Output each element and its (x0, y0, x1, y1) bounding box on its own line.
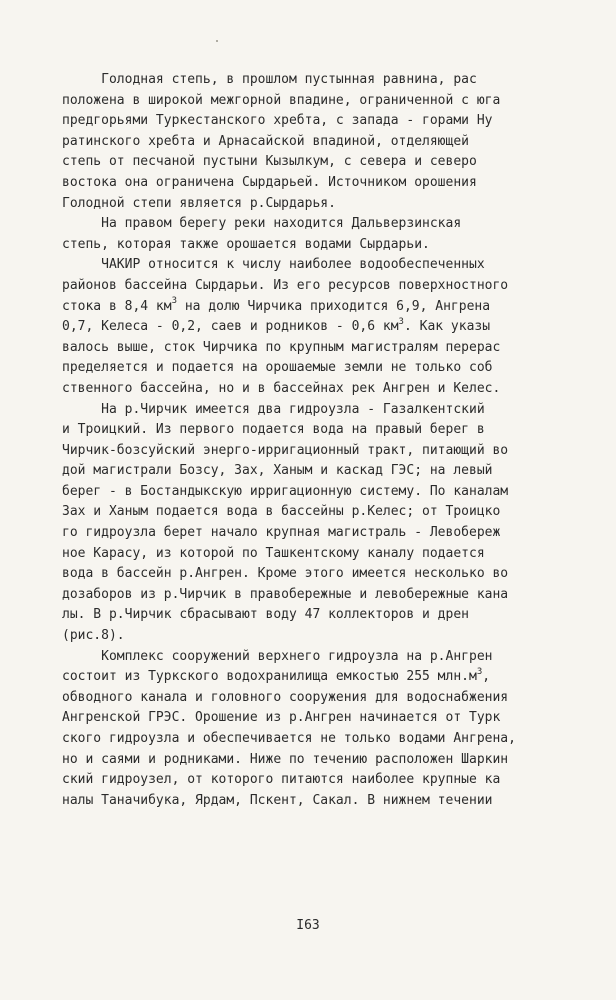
text-line (62, 667, 562, 688)
text-line: налы Таначибука, Ярдам, Пскент, Сакал. В нижнем течении (62, 792, 493, 808)
body-text (62, 70, 562, 811)
text-line: и Троицкий. Из первого подается вода на правый берег в (62, 422, 485, 438)
text-segment: , (482, 669, 491, 685)
text-line: Комплекс сооружений верхнего гидроузла на р.Ангрен (62, 648, 493, 664)
text-line: востока она ограничена Сырдарьей. Источником орошения (62, 174, 477, 190)
text-line: районов бассейна Сырдарьи. Из его ресурсов поверхностного (62, 277, 509, 293)
page-number: I63 (296, 918, 320, 933)
text-line: пределяется и подается на орошаемые земли не только соб (62, 360, 493, 376)
text-line: дозаборов из р.Чирчик в правобережные и левобережные кана (62, 586, 509, 602)
text-segment: состоит из Туркского водохранилища емкостью 255 млн.м (62, 669, 477, 685)
text-line (62, 297, 562, 318)
text-line: го гидроузла берет начало крупная магистраль - Левобереж (62, 525, 501, 541)
text-line: ский гидроузел, от которого питаются наиболее крупные ка (62, 772, 501, 788)
text-line: дой магистрали Бозсу, Зах, Ханым и каскад ГЭС; на левый (62, 463, 493, 479)
text-line: обводного канала и головного сооружения для водоснабжения (62, 689, 509, 705)
text-segment: на долю Чирчика приходится 6,9, Ангрена (177, 298, 491, 314)
text-line: ственного бассейна, но и в бассейнах рек Ангрен и Келес. (62, 380, 501, 396)
text-line: вода в бассейн р.Ангрен. Кроме этого имеется несколько во (62, 566, 509, 582)
superscript-three: 3 (398, 316, 404, 327)
text-line: Чирчик-бозсуйский энерго-ирригационный тракт, питающий во (62, 442, 509, 458)
paper-speck (216, 40, 218, 42)
text-line: ное Карасу, из которой по Ташкентскому каналу подается (62, 545, 485, 561)
text-line: Голодной степи является р.Сырдарья. (62, 195, 336, 211)
text-line: ратинского хребта и Арнасайской впадиной, отделяющей (62, 133, 469, 149)
text-line: положена в широкой межгорной впадине, ограниченной с юга (62, 92, 501, 108)
text-line: Ангренской ГРЭС. Орошение из р.Ангрен начинается от Турк (62, 710, 501, 726)
text-line: лы. В р.Чирчик сбрасывают воду 47 коллекторов и дрен (62, 607, 469, 623)
text-segment: стока в 8,4 км (62, 298, 172, 314)
text-line: Зах и Ханым подается вода в бассейны р.Келес; от Троицко (62, 504, 501, 520)
text-line: берег - в Бостандыкскую ирригационную систему. По каналам (62, 483, 509, 499)
text-line: ского гидроузла и обеспечивается не только водами Ангрена, (62, 731, 516, 746)
text-line: степь от песчаной пустыни Кызылкум, с севера и северо (62, 154, 477, 170)
superscript-three: 3 (171, 296, 177, 307)
text-line: На правом берегу реки находится Дальверзинская (62, 216, 462, 232)
text-segment: 0,7, Келеса - 0,2, саев и родников - 0,6 км (62, 319, 399, 335)
text-line: Голодная степь, в прошлом пустынная равнина, рас (62, 72, 477, 87)
text-line (62, 317, 562, 338)
text-line: валось выше, сток Чирчика по крупным магистралям перерас (62, 339, 501, 355)
text-line: степь, которая также орошается водами Сырдарьи. (62, 236, 430, 252)
text-line: (рис.8). (62, 628, 125, 644)
text-segment: . Как указы (403, 319, 491, 335)
text-line: На р.Чирчик имеется два гидроузла - Газалкентский (62, 401, 485, 417)
text-line: но и саями и родниками. Ниже по течению расположен Шаркин (62, 751, 509, 767)
text-line: ЧАКИР относится к числу наиболее водообеспеченных (62, 257, 485, 273)
superscript-three: 3 (476, 666, 483, 677)
text-line: предгорьями Туркестанского хребта, с запада - горами Ну (62, 113, 493, 129)
